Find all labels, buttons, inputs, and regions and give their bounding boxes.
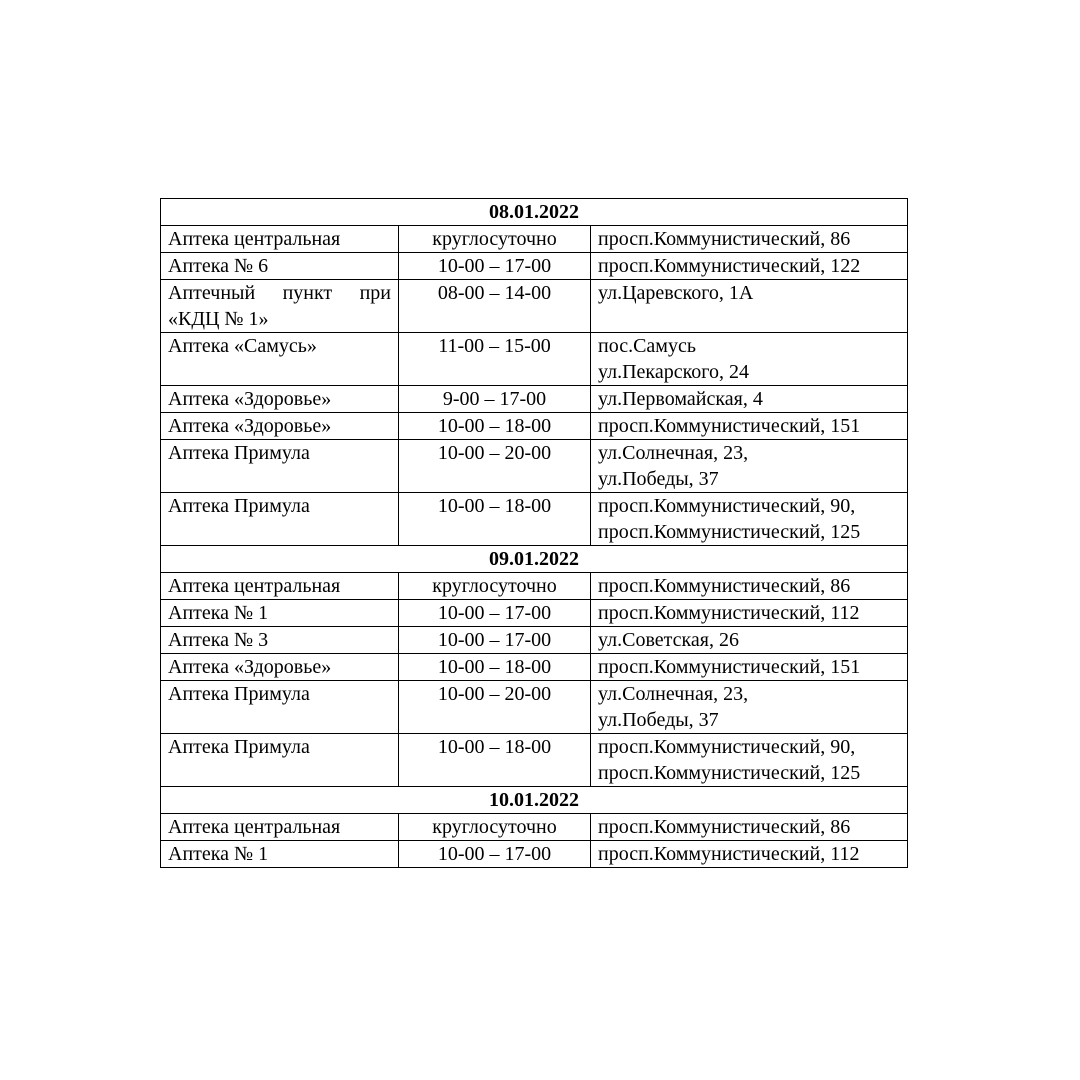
pharmacy-address: просп.Коммунистический, 122 [591, 253, 908, 280]
pharmacy-address: ул.Первомайская, 4 [591, 386, 908, 413]
opening-hours: 10-00 – 17-00 [399, 253, 591, 280]
opening-hours: круглосуточно [399, 573, 591, 600]
pharmacy-address: просп.Коммунистический, 90, просп.Коммунистический, 125 [591, 493, 908, 546]
pharmacy-address: ул.Царевского, 1А [591, 280, 908, 333]
pharmacy-address: просп.Коммунистический, 151 [591, 413, 908, 440]
pharmacy-name: Аптека № 1 [161, 600, 399, 627]
pharmacy-schedule-table [160, 198, 908, 868]
pharmacy-row [161, 681, 908, 734]
pharmacy-name: Аптека «Здоровье» [161, 413, 399, 440]
pharmacy-row [161, 253, 908, 280]
pharmacy-address: просп.Коммунистический, 86 [591, 226, 908, 253]
pharmacy-row [161, 226, 908, 253]
pharmacy-row [161, 573, 908, 600]
pharmacy-row [161, 440, 908, 493]
opening-hours: круглосуточно [399, 226, 591, 253]
pharmacy-address: ул.Солнечная, 23, ул.Победы, 37 [591, 681, 908, 734]
pharmacy-name: Аптека центральная [161, 814, 399, 841]
pharmacy-row [161, 386, 908, 413]
pharmacy-name: Аптека Примула [161, 440, 399, 493]
pharmacy-row [161, 814, 908, 841]
opening-hours: 10-00 – 20-00 [399, 681, 591, 734]
pharmacy-name: Аптека № 1 [161, 841, 399, 868]
pharmacy-row [161, 734, 908, 787]
opening-hours: 10-00 – 17-00 [399, 627, 591, 654]
opening-hours: 10-00 – 18-00 [399, 734, 591, 787]
pharmacy-address: ул.Советская, 26 [591, 627, 908, 654]
pharmacy-row [161, 627, 908, 654]
pharmacy-schedule-body [161, 199, 908, 868]
pharmacy-name: Аптека «Самусь» [161, 333, 399, 386]
pharmacy-row [161, 280, 908, 333]
opening-hours: 10-00 – 18-00 [399, 654, 591, 681]
pharmacy-name: Аптека центральная [161, 573, 399, 600]
pharmacy-name: Аптека Примула [161, 681, 399, 734]
pharmacy-name: Аптека Примула [161, 493, 399, 546]
pharmacy-address: просп.Коммунистический, 86 [591, 814, 908, 841]
pharmacy-address: просп.Коммунистический, 112 [591, 841, 908, 868]
pharmacy-name: Аптечный пункт при «КДЦ № 1» [161, 280, 399, 333]
opening-hours: 10-00 – 18-00 [399, 493, 591, 546]
opening-hours: 10-00 – 17-00 [399, 600, 591, 627]
date-header-row [161, 199, 908, 226]
pharmacy-address: просп.Коммунистический, 90, просп.Коммунистический, 125 [591, 734, 908, 787]
pharmacy-row [161, 493, 908, 546]
date-header-row [161, 546, 908, 573]
pharmacy-row [161, 654, 908, 681]
pharmacy-address: просп.Коммунистический, 86 [591, 573, 908, 600]
date-header: 08.01.2022 [161, 199, 908, 226]
opening-hours: 08-00 – 14-00 [399, 280, 591, 333]
pharmacy-row [161, 333, 908, 386]
opening-hours: 10-00 – 18-00 [399, 413, 591, 440]
opening-hours: 10-00 – 17-00 [399, 841, 591, 868]
pharmacy-row [161, 841, 908, 868]
opening-hours: 9-00 – 17-00 [399, 386, 591, 413]
pharmacy-name: Аптека центральная [161, 226, 399, 253]
date-header: 10.01.2022 [161, 787, 908, 814]
pharmacy-address: просп.Коммунистический, 112 [591, 600, 908, 627]
pharmacy-row [161, 413, 908, 440]
pharmacy-address: пос.Самусь ул.Пекарского, 24 [591, 333, 908, 386]
pharmacy-name: Аптека «Здоровье» [161, 654, 399, 681]
pharmacy-name: Аптека «Здоровье» [161, 386, 399, 413]
pharmacy-name: Аптека № 6 [161, 253, 399, 280]
opening-hours: 10-00 – 20-00 [399, 440, 591, 493]
opening-hours: круглосуточно [399, 814, 591, 841]
pharmacy-name: Аптека № 3 [161, 627, 399, 654]
pharmacy-name: Аптека Примула [161, 734, 399, 787]
pharmacy-address: просп.Коммунистический, 151 [591, 654, 908, 681]
opening-hours: 11-00 – 15-00 [399, 333, 591, 386]
date-header-row [161, 787, 908, 814]
date-header: 09.01.2022 [161, 546, 908, 573]
pharmacy-address: ул.Солнечная, 23, ул.Победы, 37 [591, 440, 908, 493]
pharmacy-row [161, 600, 908, 627]
